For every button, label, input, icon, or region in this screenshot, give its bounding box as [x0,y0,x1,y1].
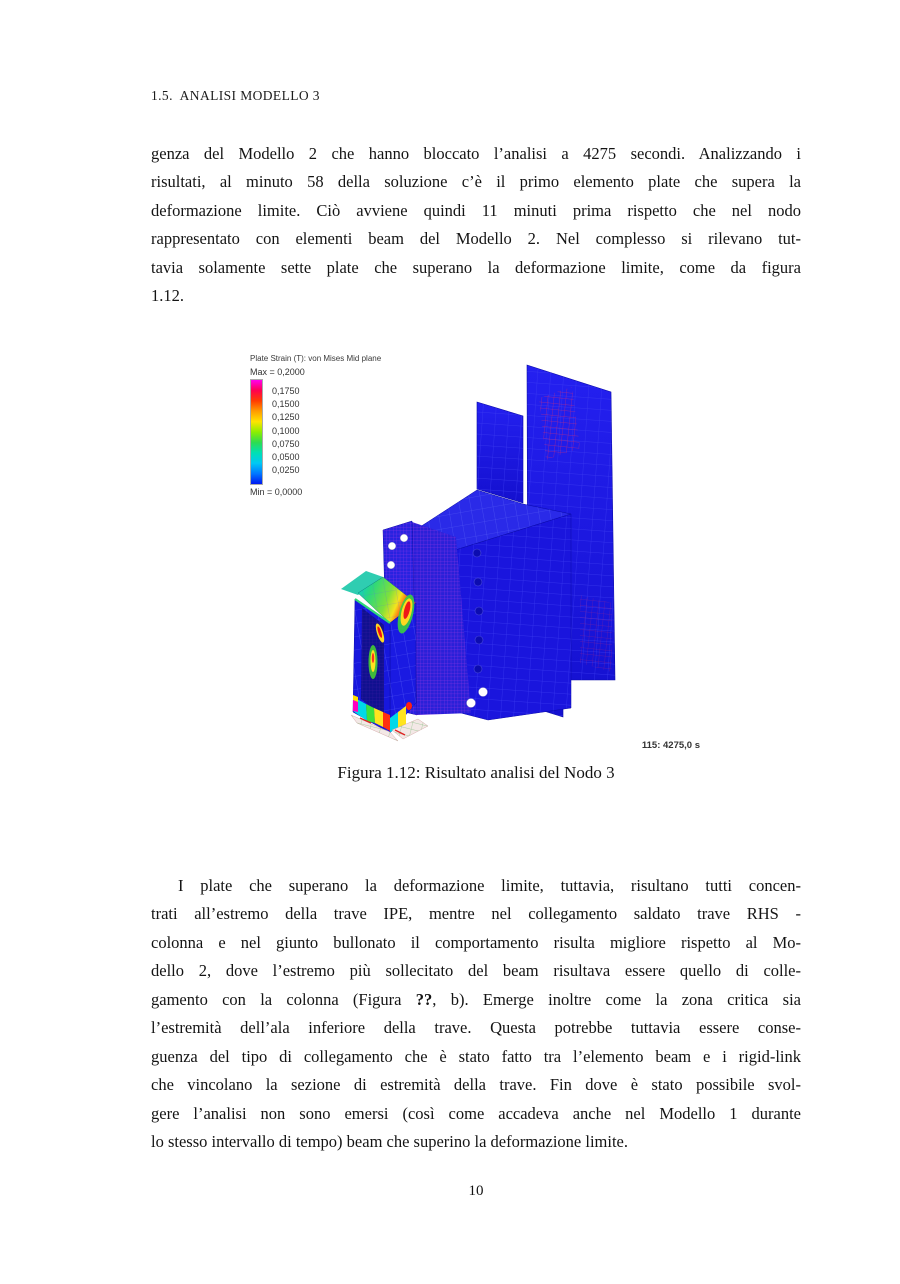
legend-min-label: Min = 0,0000 [250,487,303,497]
figure-caption: Figura 1.12: Risultato analisi del Nodo 3 [337,763,615,782]
column-web-plate [477,402,523,503]
legend-tick-label: 0,0500 [272,451,300,462]
solution-time-label: 115: 4275,0 s [641,740,700,751]
connection-mesh-block [412,514,571,720]
legend-ticks [272,379,300,485]
strain-streak [369,645,378,679]
figure-fea-result [240,340,710,765]
legend-tick-label: 0,1000 [272,425,300,436]
legend-title: Plate Strain (T): von Mises Mid plane [250,354,382,363]
text-line: gamento con la colonna (Figura ??, b). Emerge inoltre come la zona critica sia [151,989,801,1009]
text-line: deformazione limite. Ciò avviene quindi 11 minuti prima rispetto che nel nodo [151,200,801,220]
text-line: che vincolano la sezione di estremità della trave. Fin dove è stato possibile svol- [151,1075,801,1095]
red-mesh-patch [580,595,612,672]
text-line: genza del Modello 2 che hanno bloccato l’analisi a 4275 secondi. Analizzando i [151,144,801,163]
text-line: rappresentato con elementi beam del Modello 2. Nel complesso si rilevano tut- [151,229,801,249]
text-line: l’estremità dell’ala inferiore della trave. Questa potrebbe tuttavia essere conse- [151,1018,801,1038]
color-legend [250,354,420,497]
text-line: dello 2, dove l’estremo più sollecitato del beam risultava essere quello di colle- [151,961,801,981]
text-line: gere l’analisi non sono emersi (così come accadeva anche nel Modello 1 durante [151,1103,801,1123]
text-line: lo stesso intervallo di tempo) beam che superino la deformazione limite. [151,1131,628,1151]
paragraph-2 [151,872,801,1156]
text-line: I plate che superano la deformazione limite, tuttavia, risultano tutti concen- [178,876,801,895]
legend-tick-label: 0,0750 [272,438,300,449]
text-line: trati all’estremo della trave IPE, mentre nel collegamento saldato trave RHS - [151,904,801,924]
colorbar [250,379,263,485]
legend-tick-label: 0,1250 [272,412,300,423]
text-line: 1.12. [151,286,184,306]
bolt-hole [388,542,396,550]
section-header: 1.5. ANALISI MODELLO 3 [151,88,320,103]
text-line: risultati, al minuto 58 della soluzione c’è il primo elemento plate che supera la [151,172,801,192]
legend-tick-label: 0,1750 [272,386,300,396]
legend-tick-label: 0,0250 [272,465,300,476]
page-number: 10 [468,1183,484,1199]
text-line: colonna e nel giunto bullonato il comportamento risulta migliore rispetto al Mo- [151,932,801,952]
legend-tick-label: 0,1500 [272,399,300,410]
paragraph-1 [151,140,801,311]
legend-max-label: Max = 0,2000 [250,367,305,377]
bolt-hole [387,561,395,569]
text-line: guenza del tipo di collegamento che è stato fatto tra l’elemento beam e i rigid-link [151,1046,801,1066]
bolt-hole [400,534,408,542]
text-line: tavia solamente sette plate che superano la deformazione limite, come da figura [151,257,801,277]
